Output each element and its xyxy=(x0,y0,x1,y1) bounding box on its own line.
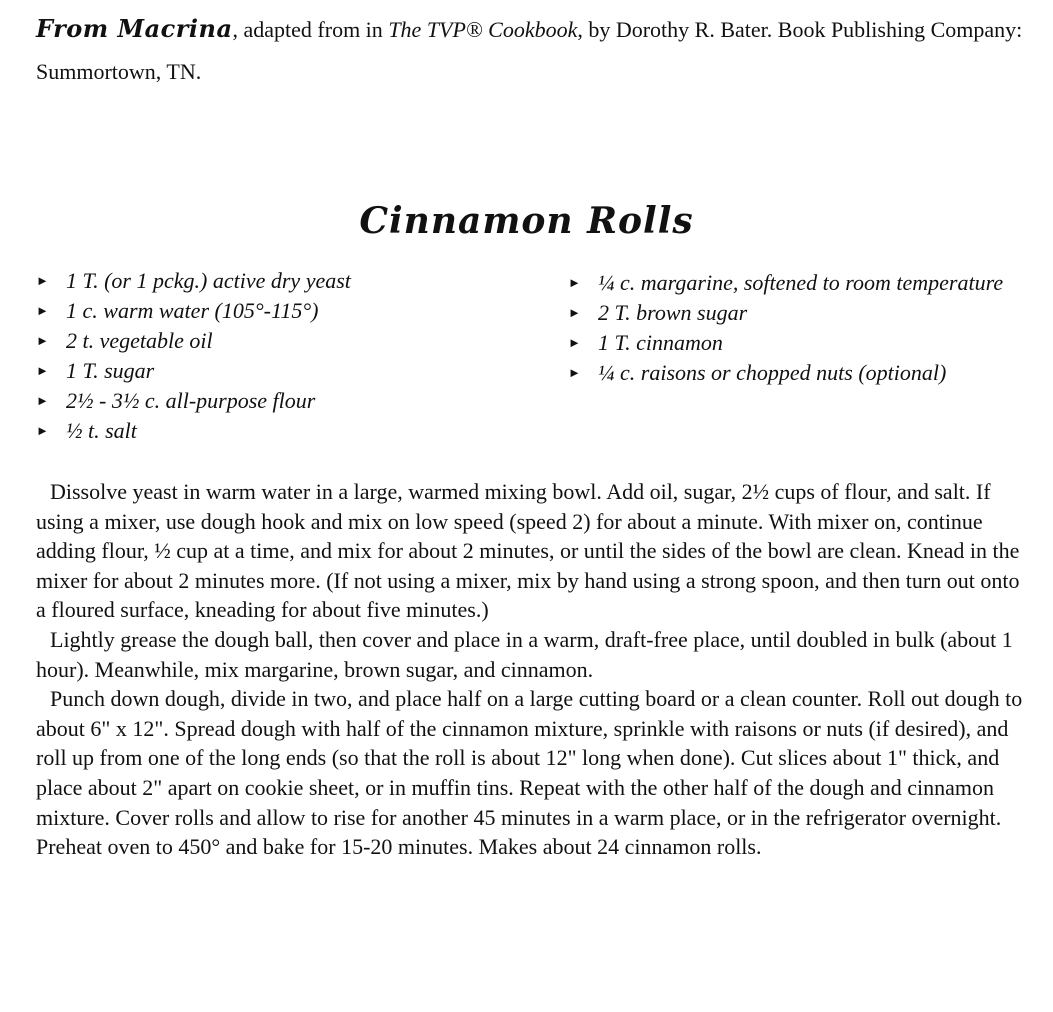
from-label: From Macrina xyxy=(36,14,233,43)
ingredient-item xyxy=(36,416,536,446)
ingredient-text: 2½ - 3½ c. all-purpose flour xyxy=(66,388,316,413)
source-text-1: , adapted from in xyxy=(232,17,389,42)
bullet-arrow-icon: ► xyxy=(568,275,581,290)
ingredient-item xyxy=(568,298,1018,328)
ingredient-text: ½ t. salt xyxy=(66,418,137,443)
ingredient-text: 1 c. warm water (105°-115°) xyxy=(66,298,319,323)
bullet-arrow-icon: ► xyxy=(36,393,49,408)
bullet-arrow-icon: ► xyxy=(568,335,581,350)
source-text-2: , by Dorothy R. Bater. Book Publishing Company: Summortown, TN. xyxy=(36,17,1023,84)
instruction-paragraph: Lightly grease the dough ball, then cover and place in a warm, draft-free place, until doubled in bulk (about 1 hour). Meanwhile, mix margarine, brown sugar, and cinnamon. xyxy=(36,626,1013,682)
instruction-paragraph: Dissolve yeast in warm water in a large, warmed mixing bowl. Add oil, sugar, 2½ cups of flour, and salt. If using a mixer, use dough hook and mix on low speed (speed 2) for about a minute. With mixer on, continue adding flour, ½ cup at a time, and mix for about 2 minutes, or until the sides of the bowl are clean. Knead in the mixer for about 2 minutes more. (If not using a mixer, mix by hand using a strong spoon, and then turn out onto a floured surface, kneading for about five minutes.) xyxy=(36,479,1020,623)
ingredient-item xyxy=(36,356,536,386)
ingredient-item xyxy=(568,328,1018,358)
ingredient-text: 1 T. sugar xyxy=(66,358,155,383)
ingredient-item xyxy=(36,386,536,416)
bullet-arrow-icon: ► xyxy=(36,333,49,348)
instruction-paragraph: Punch down dough, divide in two, and place half on a large cutting board or a clean counter. Roll out dough to about 6" x 12". Spread dough with half of the cinnamon mixture, sprinkle with raisons or nuts (if desired), and roll up from one of the long ends (so that the roll is about 12" long when done). Cut slices about 1" thick, and place about 2" apart on cookie sheet, or in muffin tins. Repeat with the other half of the dough and cinnamon mixture. Cover rolls and allow to rise for another 45 minutes in a warm place, or in the refrigerator overnight. Preheat oven to 450° and bake for 15-20 minutes. Makes about 24 cinnamon rolls. xyxy=(36,686,1023,860)
instructions xyxy=(36,477,1026,862)
bullet-arrow-icon: ► xyxy=(36,363,49,378)
ingredient-item xyxy=(568,358,1018,388)
ingredients-right-column xyxy=(568,268,1018,388)
bullet-arrow-icon: ► xyxy=(568,305,581,320)
ingredient-item xyxy=(568,268,1018,298)
ingredient-text: 2 t. vegetable oil xyxy=(66,328,213,353)
bullet-arrow-icon: ► xyxy=(36,273,49,288)
ingredient-text: ¼ c. margarine, softened to room temperature xyxy=(598,270,1004,295)
bullet-arrow-icon: ► xyxy=(568,365,581,380)
ingredient-text: ¼ c. raisons or chopped nuts (optional) xyxy=(598,360,947,385)
recipe-title: Cinnamon Rolls xyxy=(359,200,694,242)
ingredient-text: 1 T. cinnamon xyxy=(598,330,723,355)
ingredient-item xyxy=(36,266,536,296)
book-title: The TVP® Cookbook xyxy=(388,17,578,42)
ingredients-left-column xyxy=(36,266,536,446)
bullet-arrow-icon: ► xyxy=(36,423,49,438)
ingredient-text: 2 T. brown sugar xyxy=(598,300,748,325)
ingredient-item xyxy=(36,296,536,326)
source-attribution xyxy=(36,8,1026,93)
bullet-arrow-icon: ► xyxy=(36,303,49,318)
ingredient-item xyxy=(36,326,536,356)
ingredient-text: 1 T. (or 1 pckg.) active dry yeast xyxy=(66,268,351,293)
